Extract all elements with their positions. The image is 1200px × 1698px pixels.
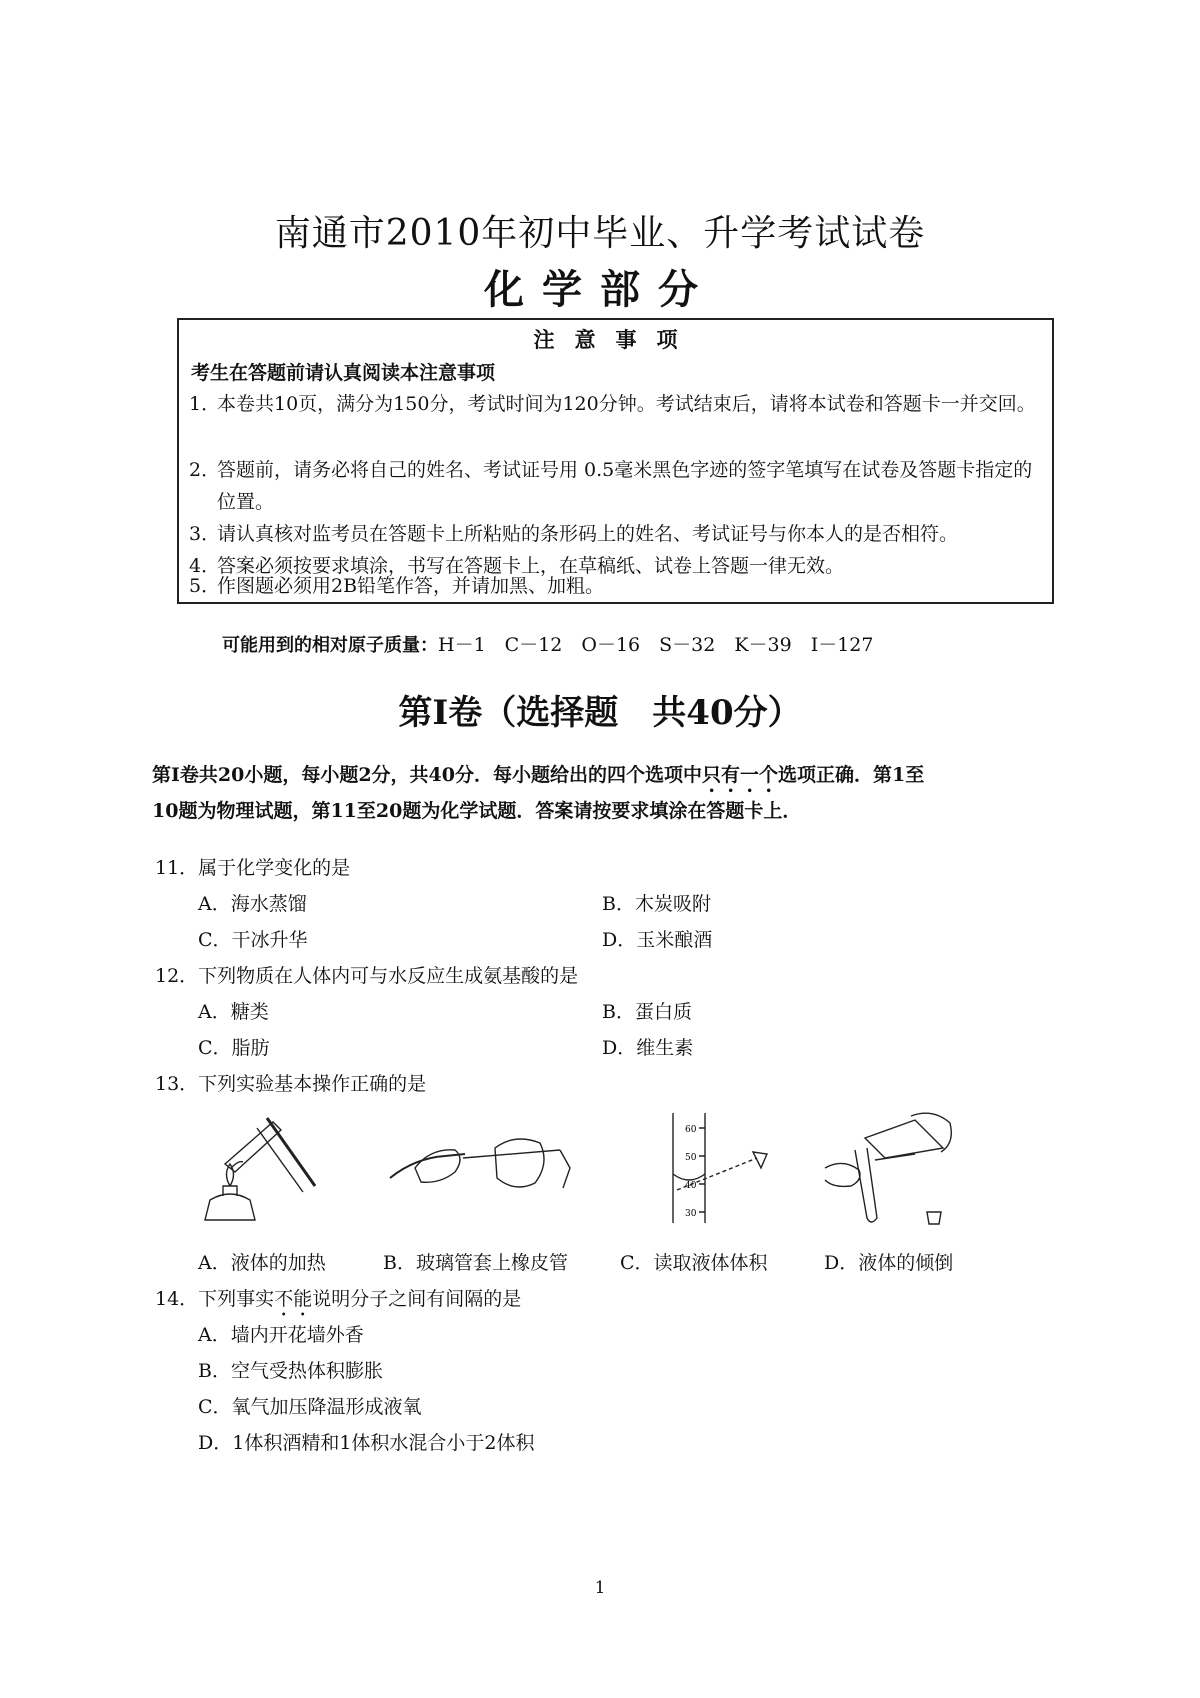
notice-item-text: 请认真核对监考员在答题卡上所粘贴的条形码上的姓名、考试证号与你本人的是否相符。 <box>217 523 959 545</box>
q13-option-a: A．液体的加热 <box>198 1252 326 1274</box>
atomic-masses <box>222 630 873 657</box>
heating-liquid-illustration <box>195 1108 335 1228</box>
q11-option-a: A．海水蒸馏 <box>198 893 307 915</box>
rubber-tube <box>390 1154 465 1178</box>
q14-option-d: D．1体积酒精和1体积水混合小于2体积 <box>198 1432 535 1454</box>
graduated-cylinder-illustration <box>665 1108 785 1228</box>
bottle-stopper <box>927 1212 941 1224</box>
right-hand <box>495 1139 544 1187</box>
notice-item-num: 2． <box>189 459 221 481</box>
q14-option-c: C．氧气加压降温形成液氧 <box>198 1396 422 1418</box>
q11-option-d: D．玉米酿酒 <box>602 929 713 951</box>
glass-tube-rubber-illustration <box>385 1128 585 1208</box>
notice-item-num: 4． <box>189 555 221 577</box>
scale-label-40: 40 <box>685 1181 697 1191</box>
q13-option-c: C．读取液体体积 <box>620 1252 768 1274</box>
q13-option-d: D．液体的倾倒 <box>824 1252 954 1274</box>
notice-item-3 <box>189 518 1044 550</box>
section-instructions-line2: 10题为物理试题，第11至20题为化学试题．答案请按要求填涂在答题卡上． <box>152 800 802 822</box>
question-14-stem <box>155 1284 521 1321</box>
notice-item-text: 本卷共10页，满分为150分，考试时间为120分钟。考试结束后，请将本试卷和答题卡一并交回。 <box>217 393 1036 415</box>
q12-option-c: C．脂肪 <box>198 1037 270 1059</box>
notice-item-5 <box>189 570 1044 602</box>
q13-option-b: B．玻璃管套上橡皮管 <box>383 1252 568 1274</box>
exam-subtitle: 化学部分 <box>484 266 716 313</box>
page-number: 1 <box>594 1578 606 1598</box>
notice-heading: 注意事项 <box>533 327 698 352</box>
q11-option-b: B．木炭吸附 <box>602 893 711 915</box>
notice-item-2 <box>189 454 1044 518</box>
q14-emphasis: 不能 <box>274 1288 313 1310</box>
q12-option-b: B．蛋白质 <box>602 1001 692 1023</box>
q14-option-a: A．墙内开花墙外香 <box>198 1324 364 1346</box>
notice-item-num: 1． <box>189 393 221 415</box>
scale-label-60: 60 <box>685 1125 697 1135</box>
instr-text: 第Ⅰ卷共20小题，每小题2分，共40分．每小题给出的四个选项中 <box>152 764 702 786</box>
instr-emphasis: 只有一个 <box>702 764 779 786</box>
q12-option-d: D．维生素 <box>602 1037 694 1059</box>
q11-option-c: C．干冰升华 <box>198 929 308 951</box>
notice-item-1 <box>189 388 1044 452</box>
instr-text: 选项正确．第1至 <box>778 764 925 786</box>
notice-item-num: 5． <box>189 575 221 597</box>
notice-item-text: 作图题必须用2B铅笔作答，并请加黑、加粗。 <box>217 575 605 597</box>
q14-stem-text: 说明分子之间有间隔的是 <box>312 1288 522 1310</box>
reagent-bottle <box>865 1120 943 1158</box>
q14-stem-text: 14．下列事实 <box>155 1288 275 1310</box>
notice-subheading: 考生在答题前请认真阅读本注意事项 <box>191 362 496 384</box>
exam-title: 南通市2010年初中毕业、升学考试试卷 <box>274 213 926 254</box>
q12-option-a: A．糖类 <box>198 1001 269 1023</box>
eye-icon <box>753 1152 767 1168</box>
question-12-stem: 12．下列物质在人体内可与水反应生成氨基酸的是 <box>155 965 579 987</box>
glass-tube <box>463 1150 560 1158</box>
scale-label-30: 30 <box>685 1209 697 1219</box>
scale-label-50: 50 <box>685 1153 697 1163</box>
notice-item-text: 答题前，请务必将自己的姓名、考试证号用 0.5毫米黑色字迹的签字笔填写在试卷及答题卡指定的位置。 <box>217 459 1033 513</box>
cylinder-ticks <box>699 1128 705 1212</box>
question-13-stem: 13．下列实验基本操作正确的是 <box>155 1073 427 1095</box>
atomic-masses-label: 可能用到的相对原子质量： <box>222 635 438 656</box>
alcohol-lamp-body <box>205 1194 255 1220</box>
section-title: 第Ⅰ卷（选择题 共40分） <box>398 693 802 733</box>
atomic-masses-values: H－1 C－12 O－16 S－32 K－39 I－127 <box>438 634 874 656</box>
notice-box <box>177 318 1054 604</box>
pouring-liquid-illustration <box>815 1108 965 1238</box>
notice-item-num: 3． <box>189 523 221 545</box>
test-tube <box>855 1148 877 1222</box>
q14-option-b: B．空气受热体积膨胀 <box>198 1360 383 1382</box>
question-11-stem: 11．属于化学变化的是 <box>155 857 351 879</box>
left-hand <box>825 1163 860 1186</box>
test-tube <box>225 1122 281 1172</box>
section-instructions-line1 <box>152 760 1052 797</box>
meniscus <box>673 1174 705 1180</box>
right-hand <box>911 1113 951 1152</box>
notice-item-text: 答案必须按要求填涂，书写在答题卡上，在草稿纸、试卷上答题一律无效。 <box>217 555 845 577</box>
glass-tube-bend <box>560 1150 570 1188</box>
